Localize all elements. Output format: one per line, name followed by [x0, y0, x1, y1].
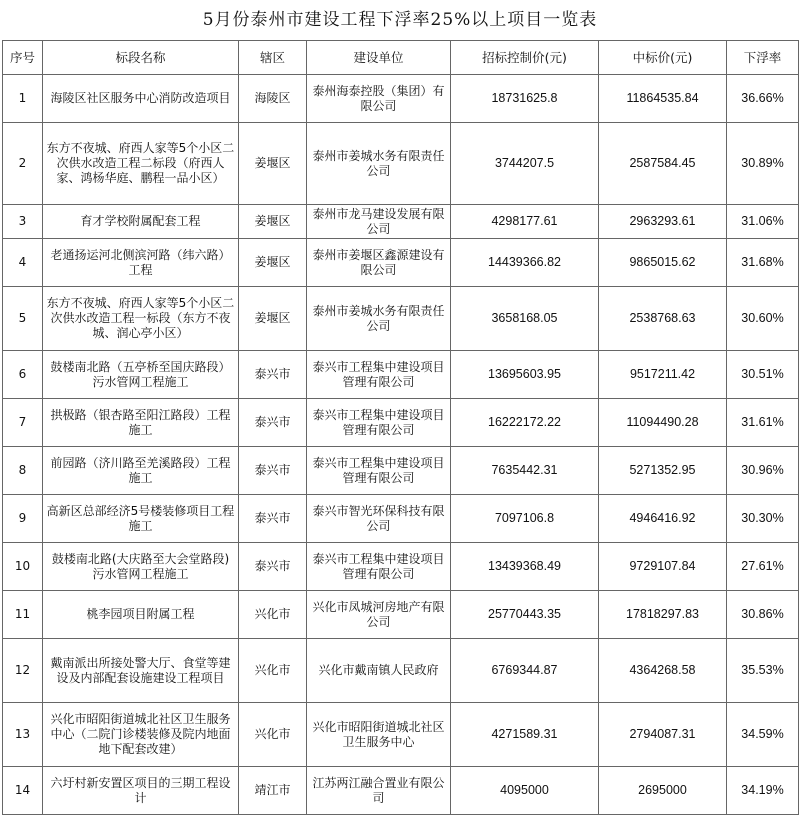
- table-row: [3, 703, 799, 767]
- cell-rate: 30.89%: [727, 123, 799, 205]
- cell-control-price: 16222172.22: [451, 399, 599, 447]
- cell-unit: 泰州海泰控股（集团）有限公司: [307, 75, 451, 123]
- cell-no: 10: [3, 543, 43, 591]
- cell-rate: 30.30%: [727, 495, 799, 543]
- cell-control-price: 13439368.49: [451, 543, 599, 591]
- cell-no: 11: [3, 591, 43, 639]
- header-no: 序号: [3, 41, 43, 75]
- cell-bid-price: 2695000: [599, 767, 727, 815]
- cell-unit: 泰州市姜城水务有限责任公司: [307, 287, 451, 351]
- cell-bid-price: 9729107.84: [599, 543, 727, 591]
- header-rate: 下浮率: [727, 41, 799, 75]
- table-row: [3, 767, 799, 815]
- cell-bid-price: 17818297.83: [599, 591, 727, 639]
- cell-no: 5: [3, 287, 43, 351]
- cell-bid-price: 4364268.58: [599, 639, 727, 703]
- cell-no: 1: [3, 75, 43, 123]
- cell-name: 戴南派出所接处警大厅、食堂等建设及内部配套设施建设工程项目: [43, 639, 239, 703]
- cell-unit: 泰兴市工程集中建设项目管理有限公司: [307, 447, 451, 495]
- table-row: [3, 75, 799, 123]
- cell-no: 14: [3, 767, 43, 815]
- cell-control-price: 18731625.8: [451, 75, 599, 123]
- cell-bid-price: 9865015.62: [599, 239, 727, 287]
- table-row: [3, 543, 799, 591]
- cell-control-price: 3658168.05: [451, 287, 599, 351]
- cell-bid-price: 5271352.95: [599, 447, 727, 495]
- cell-no: 7: [3, 399, 43, 447]
- cell-name: 拱极路（银杏路至阳江路段）工程施工: [43, 399, 239, 447]
- project-table: [2, 40, 799, 815]
- cell-control-price: 6769344.87: [451, 639, 599, 703]
- cell-name: 老通扬运河北侧滨河路（纬六路）工程: [43, 239, 239, 287]
- cell-district: 兴化市: [239, 639, 307, 703]
- cell-name: 鼓楼南北路(大庆路至大会堂路段)污水管网工程施工: [43, 543, 239, 591]
- header-district: 辖区: [239, 41, 307, 75]
- table-row: [3, 351, 799, 399]
- cell-name: 东方不夜城、府西人家等5个小区二次供水改造工程一标段（东方不夜城、润心亭小区）: [43, 287, 239, 351]
- cell-control-price: 4271589.31: [451, 703, 599, 767]
- cell-unit: 江苏两江融合置业有限公司: [307, 767, 451, 815]
- cell-district: 兴化市: [239, 591, 307, 639]
- cell-unit: 泰州市龙马建设发展有限公司: [307, 205, 451, 239]
- cell-name: 鼓楼南北路（五亭桥至国庆路段）污水管网工程施工: [43, 351, 239, 399]
- table-row: [3, 399, 799, 447]
- cell-control-price: 13695603.95: [451, 351, 599, 399]
- cell-no: 2: [3, 123, 43, 205]
- cell-unit: 泰兴市工程集中建设项目管理有限公司: [307, 399, 451, 447]
- header-bid-price: 中标价(元): [599, 41, 727, 75]
- cell-control-price: 7097106.8: [451, 495, 599, 543]
- cell-rate: 31.06%: [727, 205, 799, 239]
- header-unit: 建设单位: [307, 41, 451, 75]
- cell-bid-price: 11094490.28: [599, 399, 727, 447]
- cell-district: 姜堰区: [239, 239, 307, 287]
- cell-rate: 27.61%: [727, 543, 799, 591]
- cell-name: 育才学校附属配套工程: [43, 205, 239, 239]
- cell-no: 12: [3, 639, 43, 703]
- cell-rate: 30.86%: [727, 591, 799, 639]
- table-row: [3, 639, 799, 703]
- cell-name: 桃李园项目附属工程: [43, 591, 239, 639]
- cell-district: 兴化市: [239, 703, 307, 767]
- cell-rate: 34.19%: [727, 767, 799, 815]
- cell-district: 泰兴市: [239, 495, 307, 543]
- cell-no: 13: [3, 703, 43, 767]
- cell-rate: 30.51%: [727, 351, 799, 399]
- table-row: [3, 495, 799, 543]
- cell-control-price: 14439366.82: [451, 239, 599, 287]
- cell-rate: 35.53%: [727, 639, 799, 703]
- table-row: [3, 205, 799, 239]
- cell-unit: 泰州市姜堰区鑫源建设有限公司: [307, 239, 451, 287]
- cell-unit: 兴化市凤城河房地产有限公司: [307, 591, 451, 639]
- cell-rate: 31.61%: [727, 399, 799, 447]
- cell-district: 姜堰区: [239, 287, 307, 351]
- cell-district: 泰兴市: [239, 447, 307, 495]
- cell-bid-price: 2963293.61: [599, 205, 727, 239]
- cell-name: 高新区总部经济5号楼装修项目工程施工: [43, 495, 239, 543]
- cell-name: 前园路（济川路至羌溪路段）工程施工: [43, 447, 239, 495]
- cell-bid-price: 9517211.42: [599, 351, 727, 399]
- cell-no: 4: [3, 239, 43, 287]
- table-row: [3, 591, 799, 639]
- cell-rate: 30.60%: [727, 287, 799, 351]
- cell-rate: 36.66%: [727, 75, 799, 123]
- cell-district: 泰兴市: [239, 351, 307, 399]
- cell-no: 9: [3, 495, 43, 543]
- header-control-price: 招标控制价(元): [451, 41, 599, 75]
- cell-control-price: 4095000: [451, 767, 599, 815]
- header-row: [3, 41, 799, 75]
- table-row: [3, 447, 799, 495]
- cell-control-price: 3744207.5: [451, 123, 599, 205]
- cell-name: 海陵区社区服务中心消防改造项目: [43, 75, 239, 123]
- cell-bid-price: 4946416.92: [599, 495, 727, 543]
- cell-district: 海陵区: [239, 75, 307, 123]
- cell-district: 靖江市: [239, 767, 307, 815]
- cell-district: 姜堰区: [239, 205, 307, 239]
- cell-bid-price: 2587584.45: [599, 123, 727, 205]
- cell-rate: 30.96%: [727, 447, 799, 495]
- cell-rate: 34.59%: [727, 703, 799, 767]
- cell-unit: 兴化市戴南镇人民政府: [307, 639, 451, 703]
- table-row: [3, 123, 799, 205]
- cell-control-price: 7635442.31: [451, 447, 599, 495]
- header-name: 标段名称: [43, 41, 239, 75]
- cell-district: 姜堰区: [239, 123, 307, 205]
- cell-bid-price: 2794087.31: [599, 703, 727, 767]
- table-row: [3, 287, 799, 351]
- cell-name: 东方不夜城、府西人家等5个小区二次供水改造工程二标段（府西人家、鸿杨华庭、鹏程一品小区）: [43, 123, 239, 205]
- cell-no: 8: [3, 447, 43, 495]
- cell-unit: 泰兴市智光环保科技有限公司: [307, 495, 451, 543]
- cell-name: 六圩村新安置区项目的三期工程设计: [43, 767, 239, 815]
- cell-unit: 泰州市姜城水务有限责任公司: [307, 123, 451, 205]
- cell-control-price: 4298177.61: [451, 205, 599, 239]
- table-row: [3, 239, 799, 287]
- cell-unit: 兴化市昭阳街道城北社区卫生服务中心: [307, 703, 451, 767]
- cell-control-price: 25770443.35: [451, 591, 599, 639]
- cell-district: 泰兴市: [239, 543, 307, 591]
- cell-bid-price: 2538768.63: [599, 287, 727, 351]
- cell-bid-price: 11864535.84: [599, 75, 727, 123]
- cell-unit: 泰兴市工程集中建设项目管理有限公司: [307, 543, 451, 591]
- cell-name: 兴化市昭阳街道城北社区卫生服务中心（二院门诊楼装修及院内地面地下配套改建）: [43, 703, 239, 767]
- page-title: 5月份泰州市建设工程下浮率25%以上项目一览表: [202, 10, 598, 30]
- cell-unit: 泰兴市工程集中建设项目管理有限公司: [307, 351, 451, 399]
- cell-rate: 31.68%: [727, 239, 799, 287]
- cell-district: 泰兴市: [239, 399, 307, 447]
- cell-no: 6: [3, 351, 43, 399]
- cell-no: 3: [3, 205, 43, 239]
